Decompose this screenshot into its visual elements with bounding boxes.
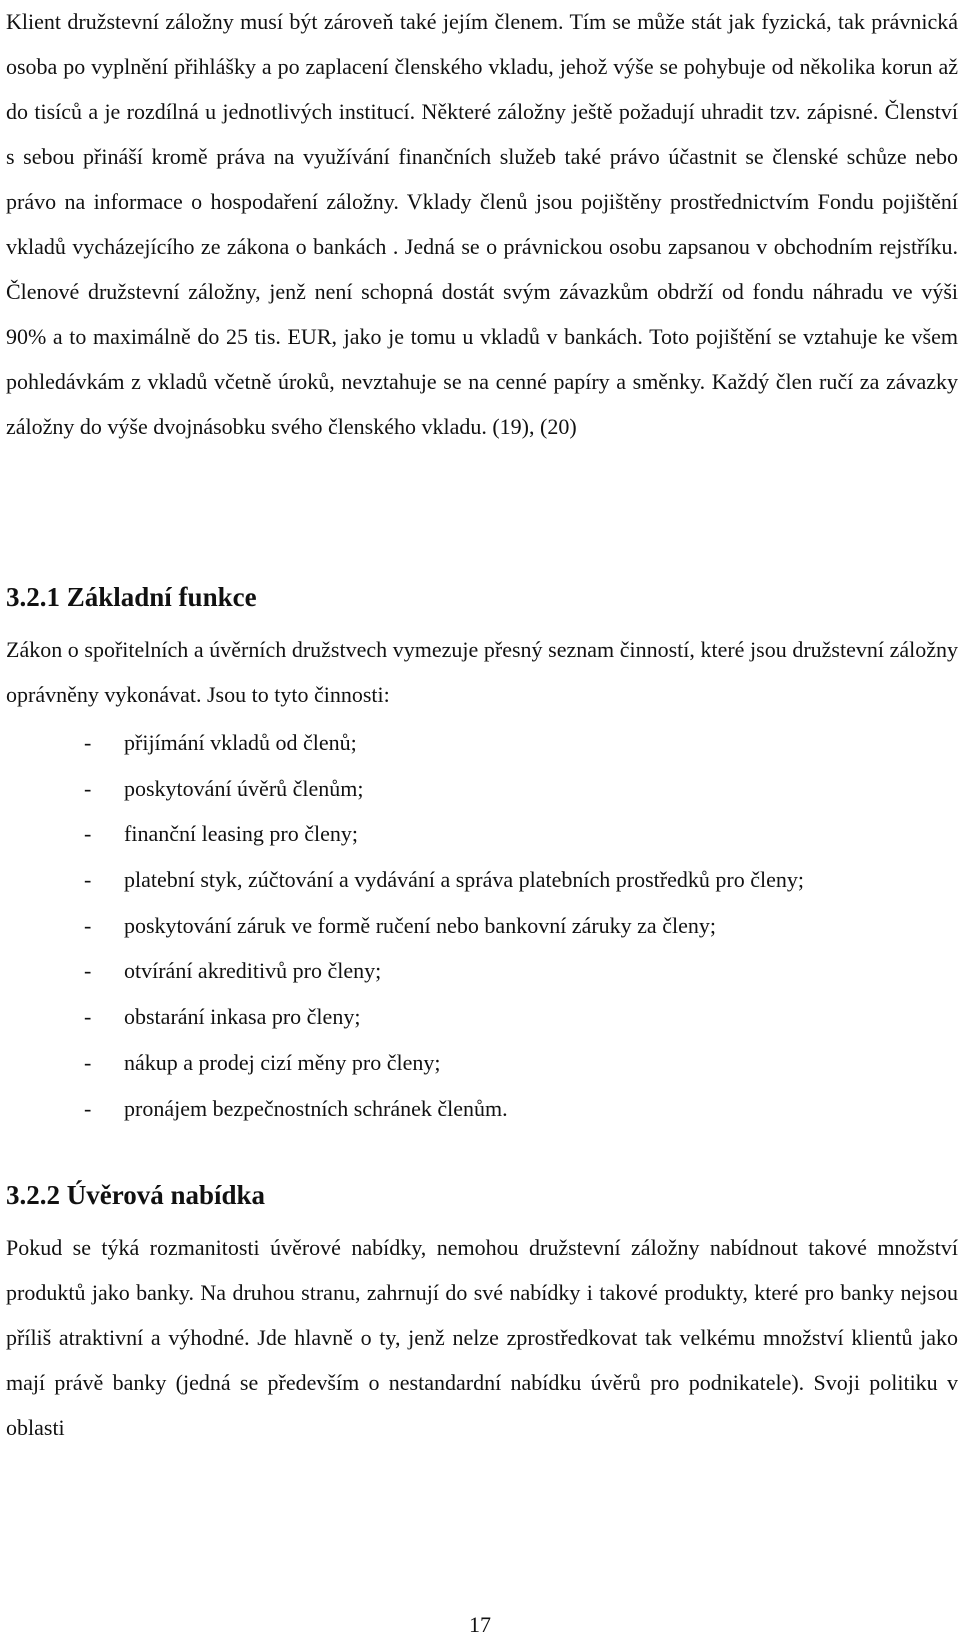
credit-offer-paragraph: Pokud se týká rozmanitosti úvěrové nabídky, nemohou družstevní záložny nabídnout takové množství produktů jako banky. Na druhou stranu, zahrnují do své nabídky i takové produkty, které pro banky nejsou příliš atraktivní a výhodné. Jde hlavně o ty, jenž nelze zprostředkovat tak velkému množství klientů jako mají právě banky (jedná se především o nestandardní nabídku úvěrů pro podnikatele). Svoji politiku v oblasti <box>6 1235 958 1440</box>
list-item <box>0 857 960 903</box>
list-dash: - <box>84 958 92 984</box>
activities-list <box>0 720 960 1131</box>
page-number-text: 17 <box>469 1612 491 1637</box>
list-item <box>0 948 960 994</box>
list-dash: - <box>84 730 92 755</box>
list-item-text: přijímání vkladů od členů; <box>124 730 357 755</box>
list-item-text: nákup a prodej cizí měny pro členy; <box>124 1049 441 1075</box>
list-item-text: obstarání inkasa pro členy; <box>124 1004 361 1030</box>
list-item <box>0 994 960 1040</box>
list-item <box>0 903 960 949</box>
list-item <box>0 1086 960 1132</box>
list-item-text: platební styk, zúčtování a vydávání a správa platebních prostředků pro členy; <box>124 867 804 893</box>
basic-functions-paragraph: Zákon o spořitelních a úvěrních družstvech vymezuje přesný seznam činností, které jsou družstevní záložny oprávněny vykonávat. Jsou to tyto činnosti: <box>6 637 958 707</box>
list-dash: - <box>84 1095 92 1121</box>
page-number <box>0 1612 960 1638</box>
list-dash: - <box>84 821 92 847</box>
intro-paragraph: Klient družstevní záložny musí být zároveň také jejím členem. Tím se může stát jak fyzická, tak právnická osoba po vyplnění přihlášky a po zaplacení členského vkladu, jehož výše se pohybuje od několika korun až do tisíců a je rozdílná u jednotlivých institucí. Některé záložny ještě požadují uhradit tzv. zápisné. Členství s sebou přináší kromě práva na využívání finančních služeb také právo účastnit se členské schůze nebo právo na informace o hospodaření záložny. Vklady členů jsou pojištěny prostřednictvím Fondu pojištění vkladů vycházejícího ze zákona o bankách . Jedná se o právnickou osobu zapsanou v obchodním rejstříku. Členové družstevní záložny, jenž není schopná dostát svým závazkům obdrží od fondu náhradu ve výši 90% a to maximálně do 25 tis. EUR, jako je tomu u vkladů v bankách. Toto pojištění se vztahuje ke všem pohledávkám z vkladů včetně úroků, nevztahuje se na cenné papíry a směnky. Každý člen ručí za závazky záložny do výše dvojnásobku svého členského vkladu. (19), (20) <box>6 9 958 439</box>
list-dash: - <box>84 867 92 893</box>
list-item-text: finanční leasing pro členy; <box>124 821 358 847</box>
list-item-text: otvírání akreditivů pro členy; <box>124 958 382 984</box>
section-heading-credit-offer: 3.2.2 Úvěrová nabídka <box>6 1180 266 1210</box>
list-dash: - <box>84 1004 92 1030</box>
section-heading-basic-functions: 3.2.1 Základní funkce <box>6 582 257 612</box>
list-item <box>0 720 960 766</box>
list-dash: - <box>84 912 92 938</box>
list-item <box>0 811 960 857</box>
list-item-text: pronájem bezpečnostních schránek členům. <box>124 1095 508 1121</box>
list-item <box>0 1040 960 1086</box>
list-item-text: poskytování úvěrů členům; <box>124 775 364 801</box>
list-item-text: poskytování záruk ve formě ručení nebo bankovní záruky za členy; <box>124 912 716 938</box>
list-dash: - <box>84 775 92 801</box>
list-dash: - <box>84 1049 92 1075</box>
list-item <box>0 766 960 812</box>
